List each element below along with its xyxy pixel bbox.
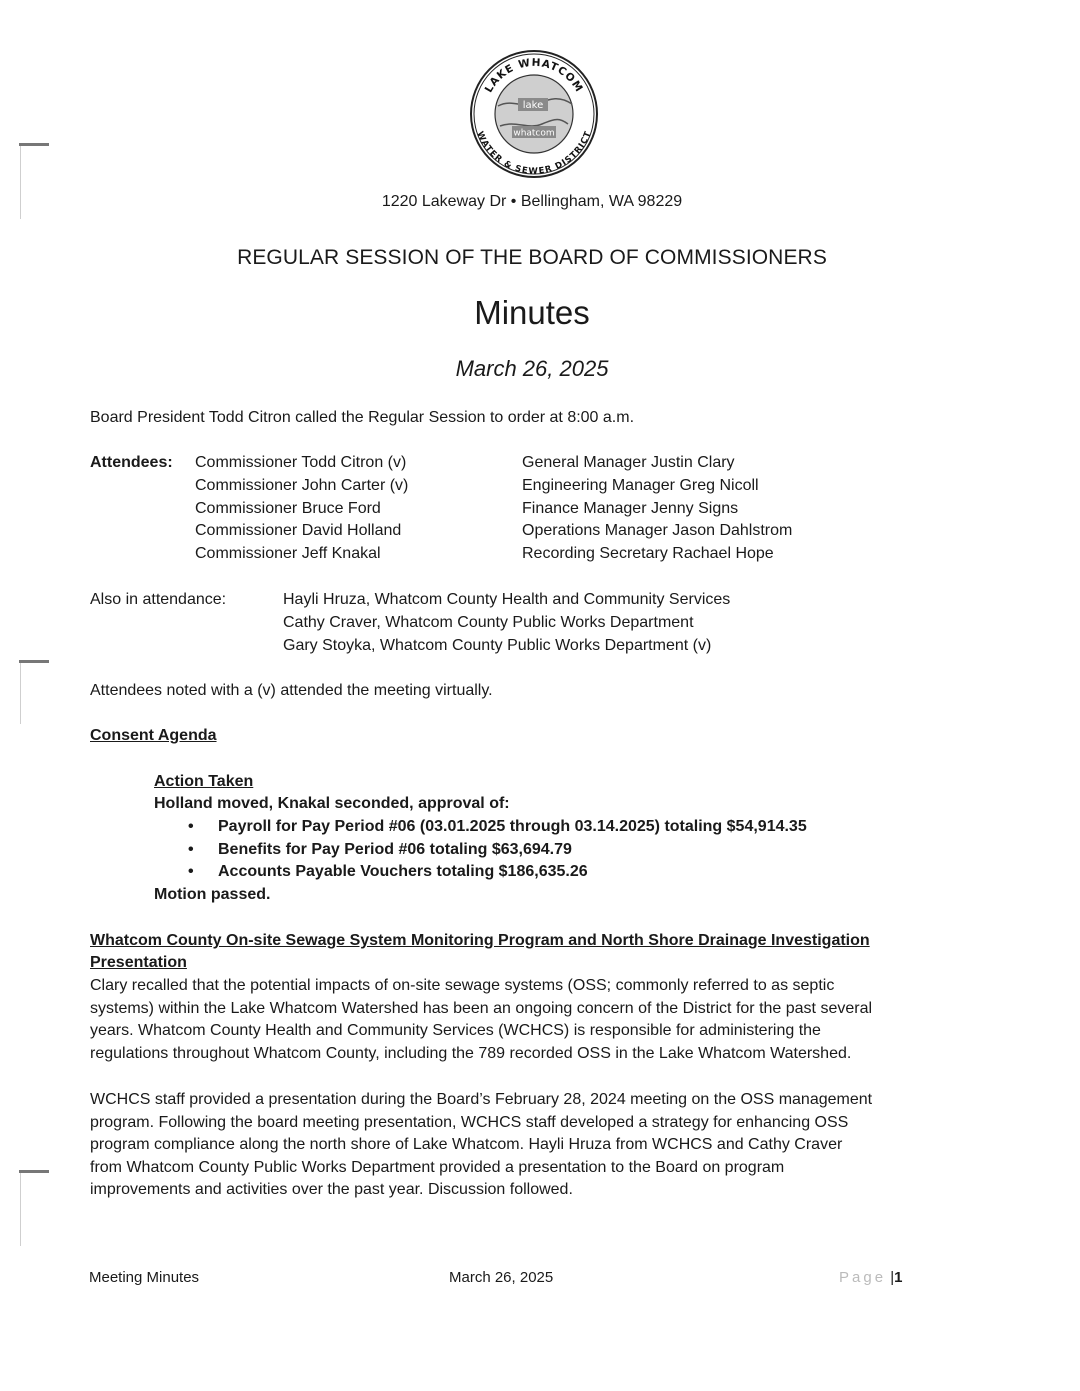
motion-text: Holland moved, Knakal seconded, approval of: <box>154 795 510 812</box>
document-title: Minutes <box>474 294 590 331</box>
footer-left: Meeting Minutes <box>89 1269 200 1286</box>
footer-page-number <box>839 1269 902 1286</box>
paragraph-line: program compliance along the north shore of Lake Whatcom. Hayli Hruza from WCHCS and Cathy Craver <box>90 1136 843 1154</box>
also-attendance-list <box>283 589 730 657</box>
approval-item: • Accounts Payable Vouchers totaling $186,635.26 <box>188 861 807 884</box>
staff-item: Finance Manager Jenny Signs <box>522 499 739 517</box>
district-address: 1220 Lakeway Dr • Bellingham, WA 98229 <box>381 193 683 210</box>
document-date: March 26, 2025 <box>455 356 609 381</box>
consent-agenda-heading: Consent Agenda <box>90 727 217 744</box>
footer-page-word: Page <box>839 1269 887 1286</box>
logo-ring-top-text: LAKE WHATCOM <box>482 56 586 95</box>
call-to-order: Board President Todd Citron called the Regular Session to order at 8:00 a.m. <box>90 409 635 426</box>
oss-paragraph-2 <box>90 1089 872 1202</box>
paragraph-line: WCHCS staff provided a presentation during the Board’s February 28, 2024 meeting on the OSS management <box>90 1091 873 1108</box>
commissioner-item: Commissioner Bruce Ford <box>195 499 381 517</box>
virtual-attendance-note: Attendees noted with a (v) attended the meeting virtually. <box>90 682 493 699</box>
guest-item: Gary Stoyka, Whatcom County Public Works Department (v) <box>283 636 712 654</box>
staff-item: Operations Manager Jason Dahlstrom <box>522 522 793 540</box>
staff-list <box>522 452 792 566</box>
paragraph-line: Clary recalled that the potential impacts of on-site sewage systems (OSS; commonly referred to as septic <box>90 977 835 994</box>
commissioner-item: Commissioner Todd Citron (v) <box>195 454 407 471</box>
motion-result: Motion passed. <box>154 886 271 903</box>
paragraph-line: systems) within the Lake Whatcom Watershed has been an ongoing concern of the District for the past several <box>90 999 873 1017</box>
session-title: REGULAR SESSION OF THE BOARD OF COMMISSIONERS <box>237 246 827 269</box>
logo-center-top-text: lake <box>522 100 544 111</box>
footer-page-separator: | <box>890 1269 895 1286</box>
binder-mark-middle <box>20 660 47 724</box>
oss-paragraph-1 <box>90 975 872 1065</box>
staff-item: Engineering Manager Greg Nicoll <box>522 476 759 494</box>
attendees-label: Attendees: <box>90 454 173 471</box>
paragraph-line: program. Following the board meeting presentation, WCHCS staff developed a strategy for enhancing OSS <box>90 1113 849 1131</box>
action-taken-heading: Action Taken <box>154 773 254 790</box>
footer-page-value: 1 <box>894 1269 903 1286</box>
staff-item: General Manager Justin Clary <box>522 454 735 471</box>
commissioner-item: Commissioner John Carter (v) <box>195 476 409 494</box>
district-logo-seal <box>468 48 600 180</box>
logo-center-bottom-text: whatcom <box>513 128 555 139</box>
paragraph-line: years. Whatcom County Health and Community Services (WCHCS) is responsible for administering the <box>90 1022 821 1040</box>
oss-section-heading-line1: Whatcom County On-site Sewage System Monitoring Program and North Shore Drainage Investigation <box>90 932 870 949</box>
logo-ring-bottom-text: WATER & SEWER DISTRICT <box>474 130 594 177</box>
commissioner-item: Commissioner Jeff Knakal <box>195 545 381 563</box>
also-attendance-label: Also in attendance: <box>90 591 227 608</box>
approval-item: • Payroll for Pay Period #06 (03.01.2025 through 03.14.2025) totaling $54,914.35 <box>188 816 807 839</box>
paragraph-line: regulations throughout Whatcom County, including the 789 recorded OSS in the Lake Whatcom Watershed. <box>90 1044 852 1062</box>
commissioner-list <box>195 452 408 566</box>
oss-section-heading-line2: Presentation <box>90 954 187 971</box>
approval-item: • Benefits for Pay Period #06 totaling $63,694.79 <box>188 839 807 862</box>
approval-items-list <box>188 816 807 884</box>
guest-item: Cathy Craver, Whatcom County Public Works Department <box>283 613 694 631</box>
commissioner-item: Commissioner David Holland <box>195 522 402 540</box>
paragraph-line: improvements and activities over the past year. Discussion followed. <box>90 1181 573 1199</box>
paragraph-line: from Whatcom County Public Works Department provided a presentation to the Board on program <box>90 1158 785 1176</box>
guest-item: Hayli Hruza, Whatcom County Health and Community Services <box>283 591 731 608</box>
footer-date: March 26, 2025 <box>449 1269 554 1286</box>
binder-mark-bottom <box>20 1170 47 1246</box>
staff-item: Recording Secretary Rachael Hope <box>522 545 774 563</box>
